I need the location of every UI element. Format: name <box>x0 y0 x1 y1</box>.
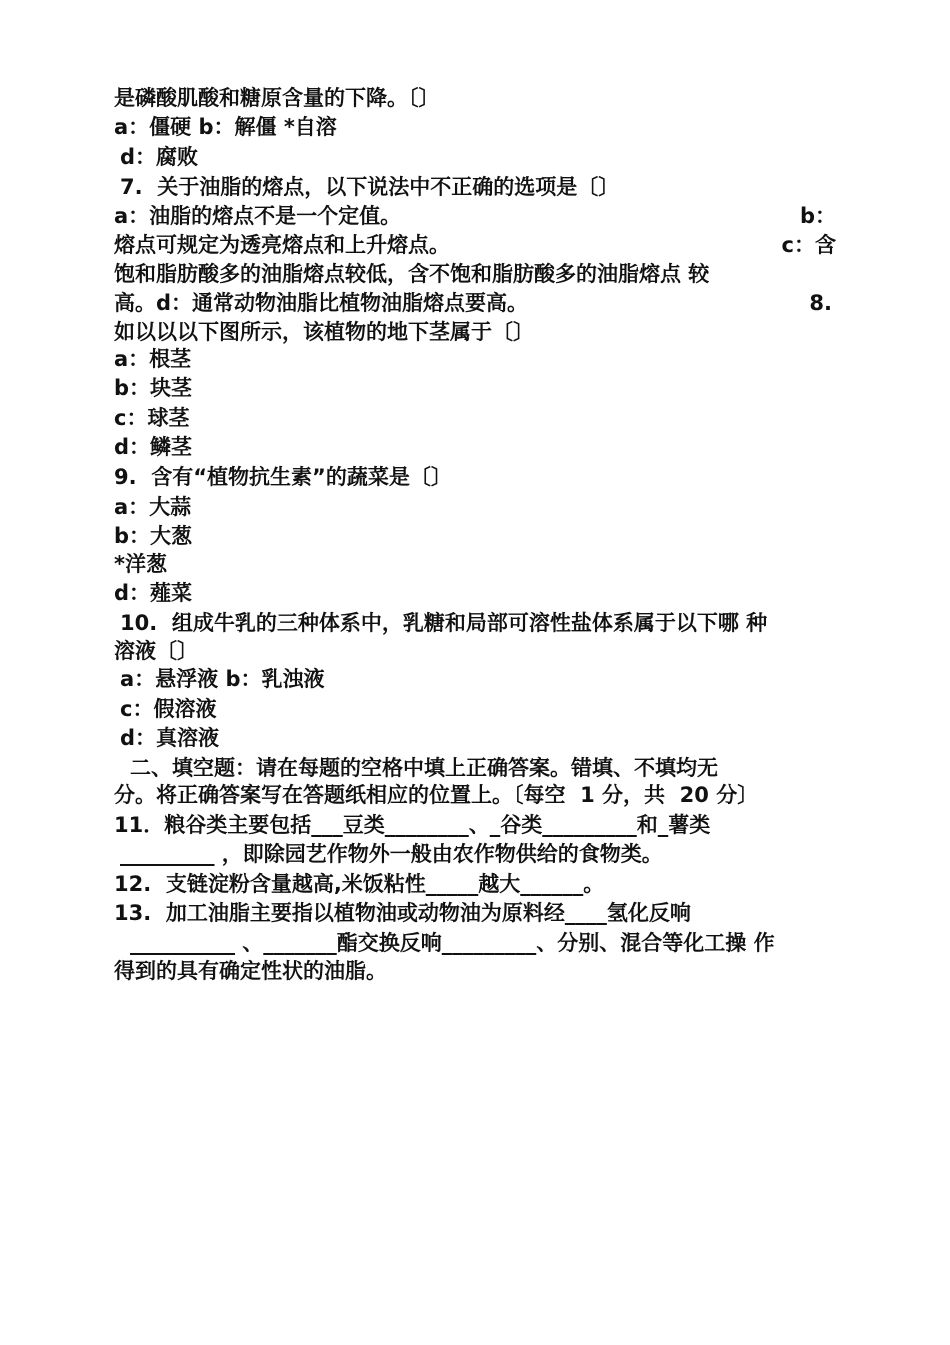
option-line: d：真溶液 <box>120 726 220 750</box>
question-11-cont: _________ ，即除园艺作物外一般由农作物供给的食物类。 <box>120 842 663 866</box>
option-line: a：根茎 <box>114 347 192 371</box>
question-12: 12. 支链淀粉含量越高,米饭粘性_____越大______。 <box>114 872 605 896</box>
option-line: c：假溶液 <box>120 697 217 721</box>
option-line: 熔点可规定为透亮熔点和上升熔点。 <box>114 233 450 257</box>
question-8-number: 8. <box>809 291 832 315</box>
option-line: a：僵硬 b：解僵 *自溶 <box>114 115 337 139</box>
option-line: a：大蒜 <box>114 495 192 519</box>
section-heading: 二、填空题：请在每题的空格中填上正确答案。错填、不填均无 <box>130 756 718 780</box>
option-line: b：大葱 <box>114 524 193 548</box>
question-13-cont: __________ 、_______酯交换反响_________、分别、混合等化工操 作 <box>130 931 775 955</box>
option-line: 饱和脂肪酸多的油脂熔点较低，含不饱和脂肪酸多的油脂熔点 较 <box>114 262 710 286</box>
option-line: a：油脂的熔点不是一个定值。 <box>114 204 402 228</box>
option-line: *洋葱 <box>114 552 167 576</box>
question-13-cont: 得到的具有确定性状的油脂。 <box>114 959 387 983</box>
question-10-cont: 溶液〔〕 <box>114 639 198 663</box>
option-line: d：鳞茎 <box>114 435 193 459</box>
option-line: a：悬浮液 b：乳浊液 <box>120 667 325 691</box>
option-label: c：含 <box>781 233 836 257</box>
option-line: b：块茎 <box>114 376 193 400</box>
option-label: b： <box>799 204 836 228</box>
question-13: 13. 加工油脂主要指以植物油或动物油为原料经____氢化反响 <box>114 901 691 925</box>
option-line: d：腐败 <box>120 145 199 169</box>
option-line: d：薤菜 <box>114 581 193 605</box>
question-7: 7. 关于油脂的熔点，以下说法中不正确的选项是〔〕 <box>120 175 620 199</box>
text-line: 是磷酸肌酸和糖原含量的下降。〔〕 <box>114 86 440 110</box>
question-8: 如以以以下图所示，该植物的地下茎属于〔〕 <box>114 320 534 344</box>
question-9: 9. 含有“植物抗生素”的蔬菜是〔〕 <box>114 465 452 489</box>
question-11: 11．粮谷类主要包括___豆类________、_谷类_________和_薯类 <box>114 813 711 837</box>
option-line: 高。d：通常动物油脂比植物油脂熔点要高。 <box>114 291 529 315</box>
question-10: 10. 组成牛乳的三种体系中，乳糖和局部可溶性盐体系属于以下哪 种 <box>120 611 768 635</box>
section-instructions: 分。将正确答案写在答题纸相应的位置上。〔每空 1 分，共 20 分〕 <box>114 783 759 807</box>
option-line: c：球茎 <box>114 406 190 430</box>
